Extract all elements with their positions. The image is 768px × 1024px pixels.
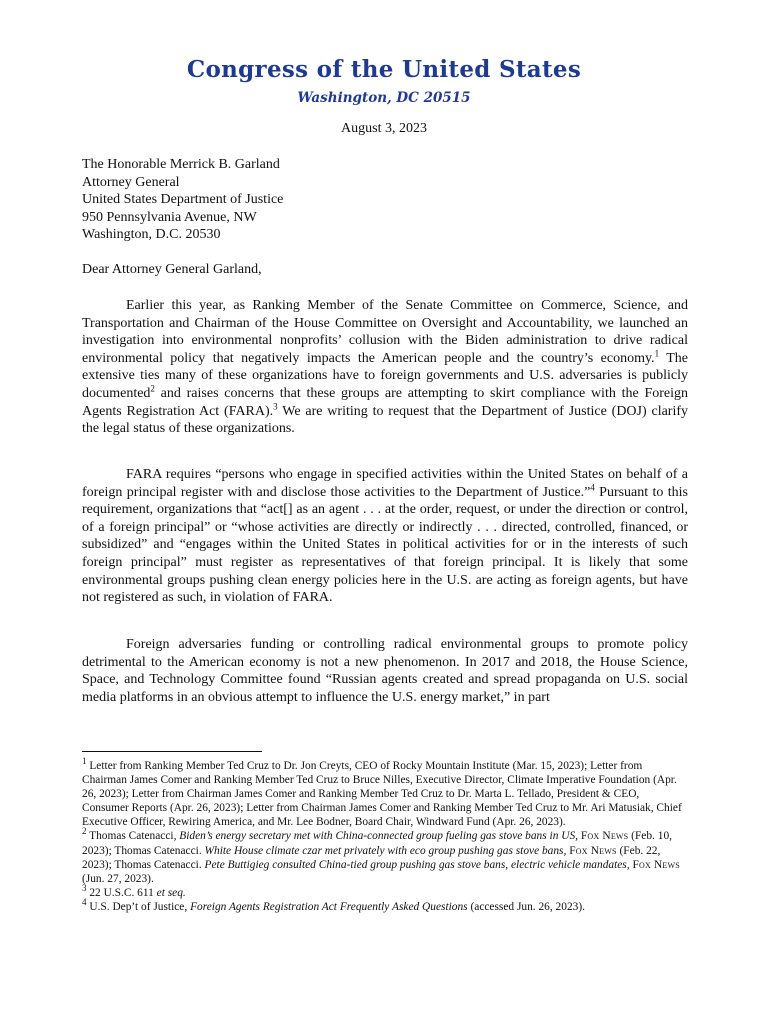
footnote-2-article-1: Biden’s energy secretary met with China-connected group fueling gas stove bans in US, [179, 830, 579, 843]
paragraph-1 [82, 297, 688, 438]
footnote-3-et-seq: et seq. [156, 886, 186, 899]
p2-text-a: FARA requires “persons who engage in specified activities within the United States on behalf of a foreign principal register with and disclose those activities to the Department of Justice.” [82, 467, 688, 500]
footnote-2-article-3: Pete Buttigieg consulted China-tied group pushing gas stove bans, electric vehicle mandates, [204, 858, 630, 871]
p1-text-b: The extensive ties many of these organizations have to foreign governments and U.S. adversaries is publicly documented [82, 350, 689, 401]
recipient-name: The Honorable Merrick B. Garland [82, 157, 280, 172]
p1-text-a: Earlier this year, as Ranking Member of the Senate Committee on Commerce, Science, and Transportation and Chairman of the House Committee on Oversight and Accountability, we launched an investigation into environmental nonprofits’ collusion with the Biden administration to drive radical environmental policy that negatively impacts the American people and the country’s economy. [82, 298, 688, 366]
footnote-2 [82, 826, 688, 885]
footnote-2-publisher-1: Fox News [580, 830, 629, 843]
p1-text-c: and raises concerns that these groups are attempting to skirt compliance with the Foreign Agents Registration Act (FARA). [82, 385, 688, 419]
recipient-department: United States Department of Justice [82, 192, 284, 208]
footnote-ref-4[interactable]: 4 [590, 481, 595, 492]
footnote-3-number: 3 [82, 883, 87, 894]
footnote-2-text-b: (Feb. 10, 2023); Thomas Catenacci. [82, 830, 672, 857]
letter-date: August 3, 2023 [341, 121, 427, 136]
letterhead-location: Washington, DC 20515 [297, 90, 471, 106]
footnote-4-text-a: U.S. Dep’t of Justice, [86, 900, 191, 913]
paragraph-2 [82, 466, 688, 607]
footnote-1-number: 1 [82, 756, 87, 767]
footnote-2-text-c: (Feb. 22, 2023); Thomas Catenacci. [82, 844, 661, 871]
footnote-ref-2[interactable]: 2 [150, 383, 155, 394]
p1-text-d: We are writing to request that the Department of Justice (DOJ) clarify the legal status of these organizations. [82, 403, 689, 437]
p2-text-b: Pursuant to this requirement, organizations that “act[] as an agent . . . at the order, request, or under the direction or control, of a foreign principal” or “whose activities are directly or indirectly . . . directed, controlled, financed, or subsidized” and “engages within the United States in political activities for or in the interests of such foreign principal” must register as representatives of that foreign principal. It is likely that some environmental groups pushing clean energy policies here in the U.S. are acting as foreign agents, but have not registered as such, in violation of FARA. [82, 484, 688, 606]
footnote-1-text: Letter from Ranking Member Ted Cruz to Dr. Jon Creyts, CEO of Rocky Mountain Institute (Mar. 15, 2023); Letter from Chairman James Comer and Ranking Member Ted Cruz to Bruce Nilles, Executive Director, Climate Imperative Foundation (Apr. 26, 2023); Letter from Chairman James Comer and Ranking Member Ted Cruz to Dr. Marta L. Tellado, President & CEO, Consumer Reports (Apr. 26, 2023); Letter from Chairman James Comer and Ranking Member Ted Cruz to Mr. Ari Matusiak, Chief Executive Officer, Rewiring America, and Mr. Lee Bodner, Board Chair, Windward Fund (Apr. 26, 2023). [82, 760, 682, 829]
paragraph-3 [82, 636, 688, 706]
salutation: Dear Attorney General Garland, [82, 262, 262, 277]
recipient-city: Washington, D.C. 20530 [82, 227, 221, 243]
footnote-2-article-2: White House climate czar met privately with eco group pushing gas stove bans, [204, 844, 567, 857]
recipient-street: 950 Pennsylvania Avenue, NW [82, 209, 257, 225]
footnote-2-text-d: (Jun. 27, 2023). [82, 872, 154, 885]
footnote-2-publisher-2: Fox News [569, 844, 617, 857]
footnote-ref-3[interactable]: 3 [273, 400, 278, 411]
footnote-4-number: 4 [82, 897, 87, 908]
footnote-4-title: Foreign Agents Registration Act Frequently Asked Questions [190, 900, 468, 913]
footnote-4-text-b: (accessed Jun. 26, 2023). [467, 900, 585, 913]
footnote-divider [82, 751, 262, 752]
footnote-1 [82, 756, 688, 829]
footnote-2-publisher-3: Fox News [632, 858, 680, 871]
letterhead-title: Congress of the United States [186, 56, 582, 83]
recipient-title: Attorney General [82, 174, 180, 190]
footnote-2-number: 2 [82, 826, 87, 837]
p3-text-a: Foreign adversaries funding or controlling radical environmental groups to promote policy detrimental to the American economy is not a new phenomenon. In 2017 and 2018, the House Science, Space, and Technology Committee found “Russian agents created and spread propaganda on U.S. social media platforms in an obvious attempt to influence the U.S. energy market,” in part [82, 637, 688, 705]
footnotes [82, 756, 688, 914]
footnote-2-text-a: Thomas Catenacci, [86, 830, 180, 843]
footnote-3-text: 22 U.S.C. 611 [86, 886, 157, 899]
footnote-4 [82, 897, 688, 914]
footnote-3 [82, 883, 688, 900]
recipient-address [82, 156, 283, 244]
footnote-ref-1[interactable]: 1 [654, 348, 660, 359]
